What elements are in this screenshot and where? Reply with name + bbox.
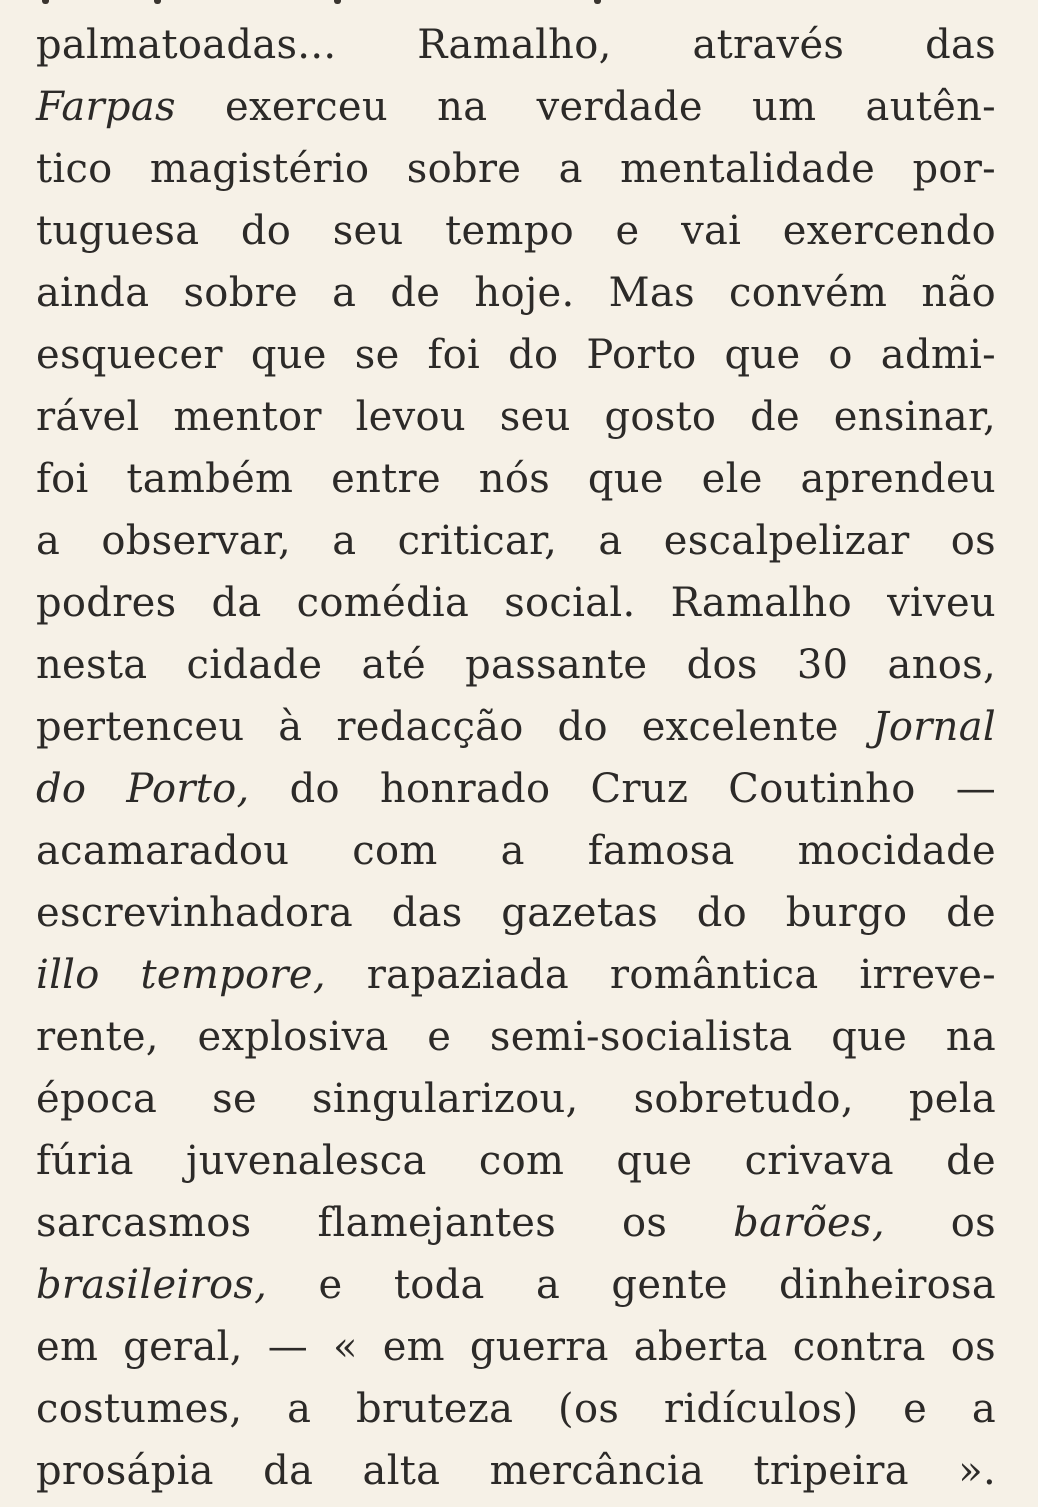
text-segment: nesta cidade até passante dos 30 anos, bbox=[36, 642, 996, 688]
text-segment: sarcasmos flamejantes os bbox=[36, 1200, 734, 1246]
italic-text: Farpas bbox=[36, 84, 176, 130]
text-segment: a observar, a criticar, a escalpelizar os bbox=[36, 518, 996, 564]
text-line bbox=[36, 1006, 996, 1068]
text-line bbox=[36, 1440, 996, 1502]
text-segment: costumes, a bruteza (os ridículos) e a bbox=[36, 1386, 996, 1432]
text-segment: fúria juvenalesca com que crivava de bbox=[36, 1138, 996, 1184]
text-line bbox=[36, 1068, 996, 1130]
text-line bbox=[36, 1192, 996, 1254]
text-segment: rente, explosiva e semi-socialista que na bbox=[36, 1014, 996, 1060]
text-segment: rável mentor levou seu gosto de ensinar, bbox=[36, 394, 996, 440]
text-segment: pertenceu à redacção do excelente bbox=[36, 704, 873, 750]
italic-text: do Porto, bbox=[36, 766, 250, 812]
text-line bbox=[36, 510, 996, 572]
text-line bbox=[36, 758, 996, 820]
text-line bbox=[36, 572, 996, 634]
italic-text: Jornal bbox=[872, 704, 996, 750]
text-segment: acamaradou com a famosa mocidade bbox=[36, 828, 996, 874]
body-text bbox=[36, 14, 996, 1502]
text-segment: em geral, — « em guerra aberta contra os bbox=[36, 1324, 996, 1370]
italic-text: illo tempore, bbox=[36, 952, 326, 998]
text-line bbox=[36, 1254, 996, 1316]
text-segment: do honrado Cruz Coutinho — bbox=[249, 766, 996, 812]
text-line bbox=[36, 1316, 996, 1378]
text-line bbox=[36, 696, 996, 758]
text-line bbox=[36, 944, 996, 1006]
text-line bbox=[36, 76, 996, 138]
text-line bbox=[36, 448, 996, 510]
text-segment: tuguesa do seu tempo e vai exercendo bbox=[36, 208, 996, 254]
italic-text: brasileiros, bbox=[36, 1262, 268, 1308]
text-line bbox=[36, 1378, 996, 1440]
cropped-previous-line bbox=[34, 0, 994, 6]
text-segment: esquecer que se foi do Porto que o admi- bbox=[36, 332, 996, 378]
text-segment: e toda a gente dinheirosa bbox=[267, 1262, 996, 1308]
text-segment: prosápia da alta mercância tripeira ». bbox=[36, 1448, 996, 1494]
text-line bbox=[36, 386, 996, 448]
text-line bbox=[36, 634, 996, 696]
text-line bbox=[36, 138, 996, 200]
text-line bbox=[36, 14, 996, 76]
italic-text: barões, bbox=[733, 1200, 885, 1246]
text-segment: época se singularizou, sobretudo, pela bbox=[36, 1076, 996, 1122]
text-line bbox=[36, 262, 996, 324]
text-line bbox=[36, 820, 996, 882]
text-line bbox=[36, 324, 996, 386]
text-line bbox=[36, 200, 996, 262]
text-segment: palmatoadas... Ramalho, através das bbox=[36, 22, 996, 68]
text-segment: escrevinhadora das gazetas do burgo de bbox=[36, 890, 996, 936]
text-segment: os bbox=[884, 1200, 996, 1246]
text-segment: podres da comédia social. Ramalho viveu bbox=[36, 580, 996, 626]
text-segment: exerceu na verdade um autên- bbox=[175, 84, 996, 130]
text-line bbox=[36, 1130, 996, 1192]
text-segment: foi também entre nós que ele aprendeu bbox=[36, 456, 996, 502]
text-segment: ainda sobre a de hoje. Mas convém não bbox=[36, 270, 996, 316]
text-line bbox=[36, 882, 996, 944]
text-segment: tico magistério sobre a mentalidade por- bbox=[36, 146, 996, 192]
text-segment: rapaziada romântica irreve- bbox=[325, 952, 996, 998]
